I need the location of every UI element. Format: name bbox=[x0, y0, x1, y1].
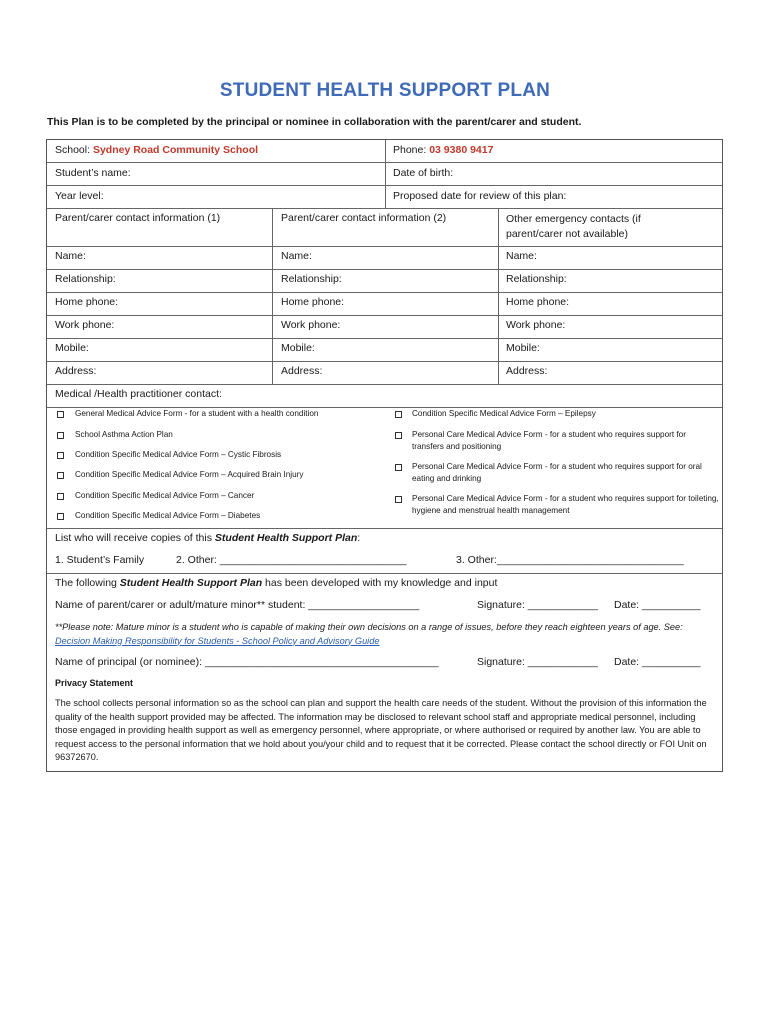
c1-name: Name: bbox=[55, 250, 86, 262]
copies-item-3[interactable]: 3. Other:________________________________ bbox=[456, 554, 684, 566]
checkbox-general-medical[interactable] bbox=[57, 411, 64, 418]
copies-heading bbox=[55, 532, 360, 544]
page-title: STUDENT HEALTH SUPPORT PLAN bbox=[219, 80, 551, 101]
c2-name: Name: bbox=[281, 250, 312, 262]
checkbox-epilepsy[interactable] bbox=[395, 411, 402, 418]
c2-home-phone: Home phone: bbox=[281, 296, 345, 308]
form-diabetes: Condition Specific Medical Advice Form – Diabetes bbox=[75, 511, 261, 520]
form-toileting: Personal Care Medical Advice Form - for a student who requires support for toileting, hygiene and menstrual health management bbox=[412, 494, 719, 515]
form-general-medical: General Medical Advice Form - for a student with a health condition bbox=[75, 409, 319, 418]
contact3-header: Other emergency contacts (if parent/carer not available) bbox=[506, 213, 641, 240]
privacy-body: The school collects personal information so as the school can plan and support the health care needs of the student. Without the provision of this information the quality of the health support provided may be affected. The information may be disclosed to relevant school staff and appropriate medical personnel, including those engaged in providing health support as well as emergency personnel, where appropriate, or where authorised or required by another law. You are able to request access to the personal information that we hold about you/your child and to request that it be corrected. Please contact the school directly or FOI Unit on 96372670. bbox=[55, 698, 707, 763]
phone-field bbox=[393, 144, 493, 156]
form-transfers: Personal Care Medical Advice Form - for a student who requires support for transfers and positioning bbox=[412, 430, 686, 451]
statement-prefix: The following bbox=[55, 577, 120, 589]
c1-mobile: Mobile: bbox=[55, 342, 89, 354]
form-cancer: Condition Specific Medical Advice Form – Cancer bbox=[75, 491, 255, 500]
statement-plan-name: Student Health Support Plan bbox=[119, 577, 263, 589]
knowledge-statement bbox=[55, 577, 497, 589]
copies-prefix: List who will receive copies of this bbox=[55, 532, 215, 544]
plan-form bbox=[46, 139, 723, 772]
copies-item-2[interactable]: 2. Other: ________________________________ bbox=[176, 554, 407, 566]
school-label: School: bbox=[55, 144, 91, 156]
form-epilepsy: Condition Specific Medical Advice Form – Epilepsy bbox=[412, 409, 596, 418]
principal-date-field[interactable]: Date: __________ bbox=[614, 656, 701, 668]
c1-home-phone: Home phone: bbox=[55, 296, 119, 308]
school-field bbox=[55, 144, 258, 156]
copies-suffix: : bbox=[357, 532, 361, 544]
form-brain-injury: Condition Specific Medical Advice Form – Acquired Brain Injury bbox=[75, 470, 304, 479]
principal-signature-field[interactable]: Signature: ____________ bbox=[477, 656, 598, 668]
privacy-heading: Privacy Statement bbox=[55, 678, 134, 688]
parent-signature-field[interactable]: Signature: ____________ bbox=[477, 599, 598, 611]
principal-name-field[interactable]: Name of principal (or nominee): ________________________________________ bbox=[55, 656, 439, 668]
school-value: Sydney Road Community School bbox=[92, 144, 259, 156]
year-level-label: Year level: bbox=[55, 190, 104, 202]
c1-address: Address: bbox=[55, 365, 97, 377]
c3-work-phone: Work phone: bbox=[506, 319, 566, 331]
checkbox-oral-eating[interactable] bbox=[395, 464, 402, 471]
contact1-header: Parent/carer contact information (1) bbox=[55, 212, 221, 224]
contact2-header: Parent/carer contact information (2) bbox=[281, 212, 447, 224]
note-text: **Please note: Mature minor is a student who is capable of making their own decisions on a range of issues, before they reach eighteen years of age. See: bbox=[55, 622, 683, 632]
mature-minor-note bbox=[55, 621, 715, 648]
form-cystic-fibrosis: Condition Specific Medical Advice Form – Cystic Fibrosis bbox=[75, 450, 282, 459]
checkbox-brain-injury[interactable] bbox=[57, 472, 64, 479]
checkbox-diabetes[interactable] bbox=[57, 513, 64, 520]
checkbox-toileting[interactable] bbox=[395, 496, 402, 503]
form-oral-eating: Personal Care Medical Advice Form - for a student who requires support for oral eating and drinking bbox=[412, 462, 702, 483]
parent-name-field[interactable]: Name of parent/carer or adult/mature minor** student: ___________________ bbox=[55, 599, 420, 611]
intro-text: This Plan is to be completed by the principal or nominee in collaboration with the parent/carer and student. bbox=[47, 116, 582, 128]
phone-value: 03 9380 9417 bbox=[429, 144, 494, 156]
c3-mobile: Mobile: bbox=[506, 342, 540, 354]
checkbox-transfers[interactable] bbox=[395, 432, 402, 439]
policy-guide-link[interactable]: Decision Making Responsibility for Students - School Policy and Advisory Guide bbox=[55, 635, 380, 646]
copies-plan-name: Student Health Support Plan bbox=[214, 532, 358, 544]
c2-work-phone: Work phone: bbox=[281, 319, 341, 331]
practitioner-label: Medical /Health practitioner contact: bbox=[55, 388, 222, 400]
c3-address: Address: bbox=[506, 365, 548, 377]
c2-address: Address: bbox=[281, 365, 323, 377]
form-asthma: School Asthma Action Plan bbox=[75, 430, 173, 439]
checkbox-asthma[interactable] bbox=[57, 432, 64, 439]
copies-item-1: 1. Student’s Family bbox=[55, 554, 145, 566]
c3-home-phone: Home phone: bbox=[506, 296, 570, 308]
review-date-label: Proposed date for review of this plan: bbox=[393, 190, 567, 202]
c3-relationship: Relationship: bbox=[506, 273, 567, 285]
c1-work-phone: Work phone: bbox=[55, 319, 115, 331]
statement-suffix: has been developed with my knowledge and input bbox=[262, 577, 498, 589]
phone-label: Phone: bbox=[393, 144, 427, 156]
c1-relationship: Relationship: bbox=[55, 273, 116, 285]
c3-name: Name: bbox=[506, 250, 537, 262]
c2-relationship: Relationship: bbox=[281, 273, 342, 285]
student-name-label: Student’s name: bbox=[55, 167, 131, 179]
dob-label: Date of birth: bbox=[393, 167, 454, 179]
parent-date-field[interactable]: Date: __________ bbox=[614, 599, 701, 611]
c2-mobile: Mobile: bbox=[281, 342, 315, 354]
checkbox-cystic-fibrosis[interactable] bbox=[57, 452, 64, 459]
checkbox-cancer[interactable] bbox=[57, 493, 64, 500]
